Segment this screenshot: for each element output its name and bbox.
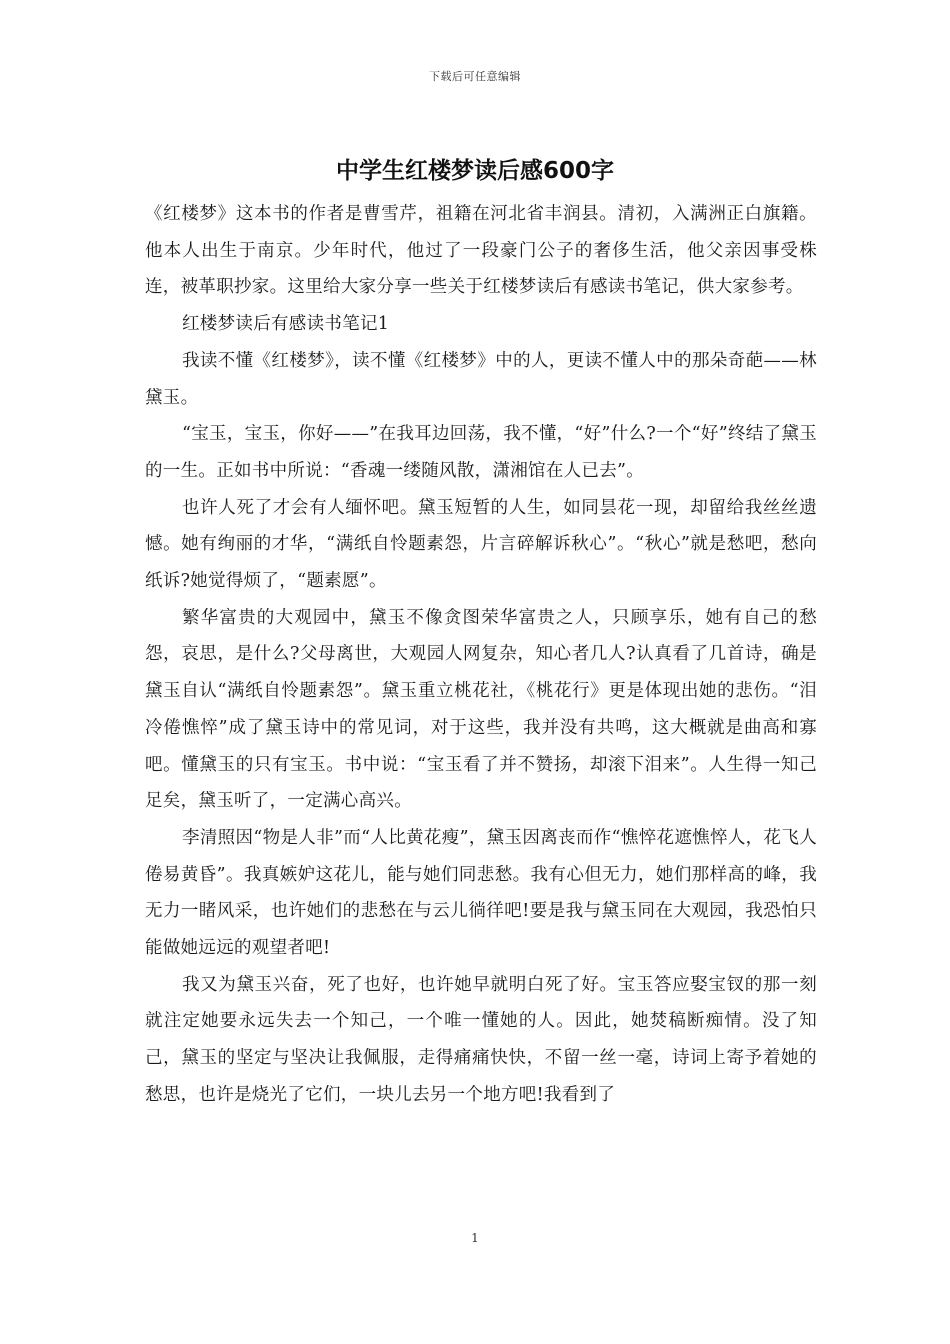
body-paragraph: 我读不懂《红楼梦》，读不懂《红楼梦》中的人，更读不懂人中的那朵奇葩——林黛玉。	[145, 350, 817, 408]
body-paragraph: 也许人死了才会有人缅怀吧。黛玉短暂的人生，如同昙花一现，却留给我丝丝遗憾。她有绚丽的才华，“满纸自怜题素怨，片言碎解诉秋心”。“秋心”就是愁吧，愁向纸诉?她觉得烦了，“题素愿”。	[145, 497, 817, 592]
page-number: 1	[471, 1231, 479, 1245]
body-paragraph: 我又为黛玉兴奋，死了也好，也许她早就明白死了好。宝玉答应娶宝钗的那一刻就注定她要永远失去一个知己，一个唯一懂她的人。因此，她焚稿断痴情。没了知己，黛玉的坚定与坚决让我佩服，走得痛痛快快，不留一丝一毫，诗词上寄予着她的愁思，也许是烧光了它们，一块儿去另一个地方吧!我看到了	[145, 974, 817, 1105]
body-paragraph: 繁华富贵的大观园中，黛玉不像贪图荣华富贵之人，只顾享乐，她有自己的愁怨，哀思，是什么?父母离世，大观园人网复杂，知心者几人?认真看了几首诗，确是黛玉自认“满纸自怜题素怨”。黛玉重立桃花社，《桃花行》更是体现出她的悲伤。“泪冷倦憔悴”成了黛玉诗中的常见词，对于这些，我并没有共鸣，这大概就是曲高和寡吧。懂黛玉的只有宝玉。书中说：“宝玉看了并不赞扬，却滚下泪来”。人生得一知己足矣，黛玉听了，一定满心高兴。	[145, 607, 817, 812]
document-body	[145, 196, 817, 1114]
body-paragraph: “宝玉，宝玉，你好——”在我耳边回荡，我不懂，“好”什么?一个“好”终结了黛玉的一生。正如书中所说：“香魂一缕随风散，潇湘馆在人已去”。	[145, 424, 817, 481]
body-paragraph: 李清照因“物是人非”而“人比黄花瘦”，黛玉因离丧而作“憔悴花遮憔悴人，花飞人倦易黄昏”。我真嫉妒这花儿，能与她们同悲愁。我有心但无力，她们那样高的峰，我无力一睹风采，也许她们的悲愁在与云儿徜徉吧!要是我与黛玉同在大观园，我恐怕只能做她远远的观望者吧!	[145, 827, 817, 959]
document-title: 中学生红楼梦读后感600字	[335, 158, 614, 184]
section-heading: 红楼梦读后有感读书笔记1	[182, 314, 390, 335]
intro-paragraph: 《红楼梦》这本书的作者是曹雪芹，祖籍在河北省丰润县。清初，入满洲正白旗籍。他本人出生于南京。少年时代，他过了一段豪门公子的奢侈生活，他父亲因事受株连，被革职抄家。这里给大家分享一些关于红楼梦读后有感读书笔记，供大家参考。	[145, 204, 817, 298]
header-note: 下载后可任意编辑	[429, 70, 521, 83]
